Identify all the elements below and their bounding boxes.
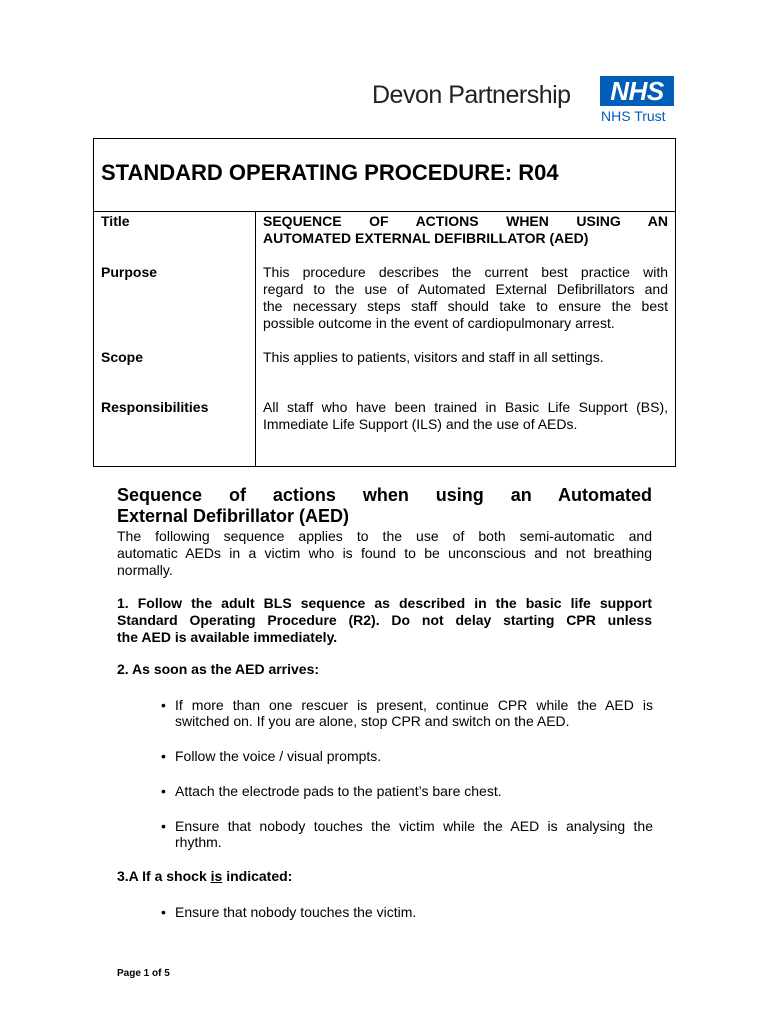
sop-heading: STANDARD OPERATING PROCEDURE: R04	[101, 160, 559, 185]
responsibilities-line: Immediate Life Support (ILS) and the use of AEDs.	[263, 416, 578, 432]
intro-line: normally.	[117, 562, 173, 578]
bullet-item	[175, 904, 653, 920]
intro-paragraph	[117, 528, 652, 579]
title-line: AUTOMATED EXTERNAL DEFIBRILLATOR (AED)	[263, 230, 589, 246]
trust-name: NHS Trust	[601, 108, 666, 124]
row-label-responsibilities: Responsibilities	[101, 399, 209, 415]
bullet-item	[175, 818, 653, 850]
bullet-glyph: •	[161, 818, 166, 834]
step-3a-prefix: 3.A If a shock	[117, 868, 211, 884]
step-1-line: Standard Operating Procedure (R2). Do not delay starting CPR unless	[117, 612, 652, 628]
scope-line: This applies to patients, visitors and staff in all settings.	[263, 349, 604, 365]
bullet-line: Follow the voice / visual prompts.	[175, 748, 382, 764]
table-column-divider	[255, 211, 256, 466]
purpose-line: This procedure describes the current best practice with	[263, 264, 668, 280]
bullet-glyph: •	[161, 783, 166, 799]
row-label-title: Title	[101, 213, 130, 229]
bullet-glyph: •	[161, 697, 166, 713]
purpose-line: possible outcome in the event of cardiopulmonary arrest.	[263, 315, 615, 331]
sop-table	[93, 138, 676, 467]
bullet-line: If more than one rescuer is present, continue CPR while the AED is	[175, 697, 653, 713]
row-value-purpose	[263, 264, 668, 332]
responsibilities-line: All staff who have been trained in Basic Life Support (BS),	[263, 399, 668, 415]
bullet-item	[175, 748, 653, 764]
nhs-logo: NHS	[600, 76, 674, 106]
step-3a-emphasis: is	[210, 868, 223, 884]
row-value-title	[263, 213, 668, 247]
section-title	[117, 485, 652, 527]
step-1-line: 1. Follow the adult BLS sequence as described in the basic life support	[117, 595, 652, 611]
step-2: 2. As soon as the AED arrives:	[117, 661, 320, 677]
section-title-line: Sequence of actions when using an Automated	[117, 485, 652, 505]
row-label-purpose: Purpose	[101, 264, 158, 280]
step-1	[117, 595, 652, 646]
sop-heading-cell	[94, 139, 675, 212]
purpose-line: the necessary steps staff should take to ensure the best	[263, 298, 668, 314]
step-3a	[117, 868, 652, 885]
organisation-name: Devon Partnership	[372, 81, 571, 109]
page-number: Page 1 of 5	[117, 968, 170, 979]
bullet-line: Ensure that nobody touches the victim.	[175, 904, 417, 920]
bullet-line: rhythm.	[175, 834, 222, 850]
intro-line: automatic AEDs in a victim who is found to be unconscious and not breathing	[117, 545, 652, 561]
intro-line: The following sequence applies to the use of both semi-automatic and	[117, 528, 652, 544]
bullet-line: switched on. If you are alone, stop CPR and switch on the AED.	[175, 713, 570, 729]
purpose-line: regard to the use of Automated External Defibrillators and	[263, 281, 668, 297]
title-line: SEQUENCE OF ACTIONS WHEN USING AN	[263, 213, 668, 229]
step-1-line: the AED is available immediately.	[117, 629, 338, 645]
bullet-glyph: •	[161, 904, 166, 920]
bullet-item	[175, 697, 653, 729]
section-title-line: External Defibrillator (AED)	[117, 506, 350, 526]
step-3a-suffix: indicated:	[222, 868, 293, 884]
bullet-item	[175, 783, 653, 799]
row-value-responsibilities	[263, 399, 668, 433]
row-value-scope	[263, 349, 668, 366]
bullet-line: Ensure that nobody touches the victim while the AED is analysing the	[175, 818, 653, 834]
bullet-line: Attach the electrode pads to the patient’s bare chest.	[175, 783, 502, 799]
row-label-scope: Scope	[101, 349, 144, 365]
bullet-glyph: •	[161, 748, 166, 764]
